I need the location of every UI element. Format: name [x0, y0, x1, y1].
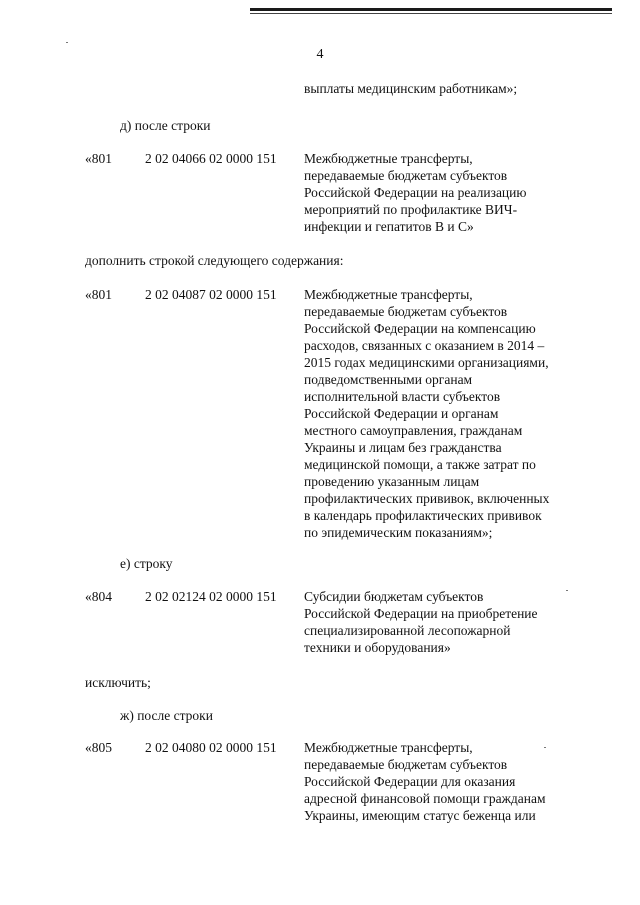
instruction-e: е) строку	[120, 556, 173, 571]
description-line: специализированной лесопожарной	[304, 623, 511, 638]
description-line: передаваемые бюджетам субъектов	[304, 168, 508, 183]
row-code: «804	[85, 589, 112, 604]
instruction-add: дополнить строкой следующего содержания:	[85, 253, 344, 268]
row-kbk-code: 2 02 02124 02 0000 151	[145, 589, 277, 604]
description-line: местного самоуправления, гражданам	[304, 423, 523, 438]
description-line: Российской Федерации и органам	[304, 406, 499, 421]
description-line: Российской Федерации на компенсацию	[304, 321, 536, 336]
description-line: мероприятий по профилактике ВИЧ-	[304, 202, 518, 217]
row-description	[304, 739, 546, 824]
description-line: Субсидии бюджетам субъектов	[304, 589, 484, 604]
description-line: 2015 годах медицинскими организациями,	[304, 355, 549, 370]
description-line: инфекции и гепатитов В и С»	[304, 219, 474, 234]
description-line: Межбюджетные трансферты,	[304, 740, 473, 755]
description-line: Российской Федерации на реализацию	[304, 185, 527, 200]
scan-speck	[544, 747, 546, 748]
description-line: Межбюджетные трансферты,	[304, 287, 473, 302]
description-line: подведомственными органам	[304, 372, 473, 387]
description-line: передаваемые бюджетам субъектов	[304, 304, 508, 319]
scan-speck	[566, 590, 568, 591]
description-line: профилактических прививок, включенных	[304, 491, 550, 506]
row-description	[304, 286, 549, 541]
description-line: по эпидемическим показаниям»;	[304, 525, 493, 540]
row-kbk-code: 2 02 04080 02 0000 151	[145, 740, 277, 755]
description-line: техники и оборудования»	[304, 640, 451, 655]
row-kbk-code: 2 02 04087 02 0000 151	[145, 287, 277, 302]
row-code: «801	[85, 151, 112, 166]
description-line: передаваемые бюджетам субъектов	[304, 757, 508, 772]
description-line: Украины и лицам без гражданства	[304, 440, 502, 455]
header-rule-thin	[250, 13, 612, 14]
page-number: 4	[316, 47, 324, 62]
row-description	[304, 588, 538, 656]
description-line: Украины, имеющим статус беженца или	[304, 808, 536, 823]
description-line: Российской Федерации для оказания	[304, 774, 516, 789]
continuation-text: выплаты медицинским работникам»;	[304, 81, 518, 96]
description-line: адресной финансовой помощи гражданам	[304, 791, 546, 806]
description-line: Российской Федерации на приобретение	[304, 606, 538, 621]
description-line: медицинской помощи, а также затрат по	[304, 457, 536, 472]
scan-speck	[66, 42, 68, 43]
description-line: расходов, связанных с оказанием в 2014 –	[304, 338, 545, 353]
description-line: исполнительной власти субъектов	[304, 389, 501, 404]
instruction-exclude: исключить;	[85, 675, 151, 690]
description-line: проведению указанным лицам	[304, 474, 480, 489]
row-code: «801	[85, 287, 112, 302]
header-rule	[250, 8, 612, 11]
instruction-d: д) после строки	[120, 118, 211, 133]
row-kbk-code: 2 02 04066 02 0000 151	[145, 151, 277, 166]
row-description	[304, 150, 526, 235]
instruction-zh: ж) после строки	[120, 708, 213, 723]
row-code: «805	[85, 740, 112, 755]
description-line: в календарь профилактических прививок	[304, 508, 542, 523]
description-line: Межбюджетные трансферты,	[304, 151, 473, 166]
